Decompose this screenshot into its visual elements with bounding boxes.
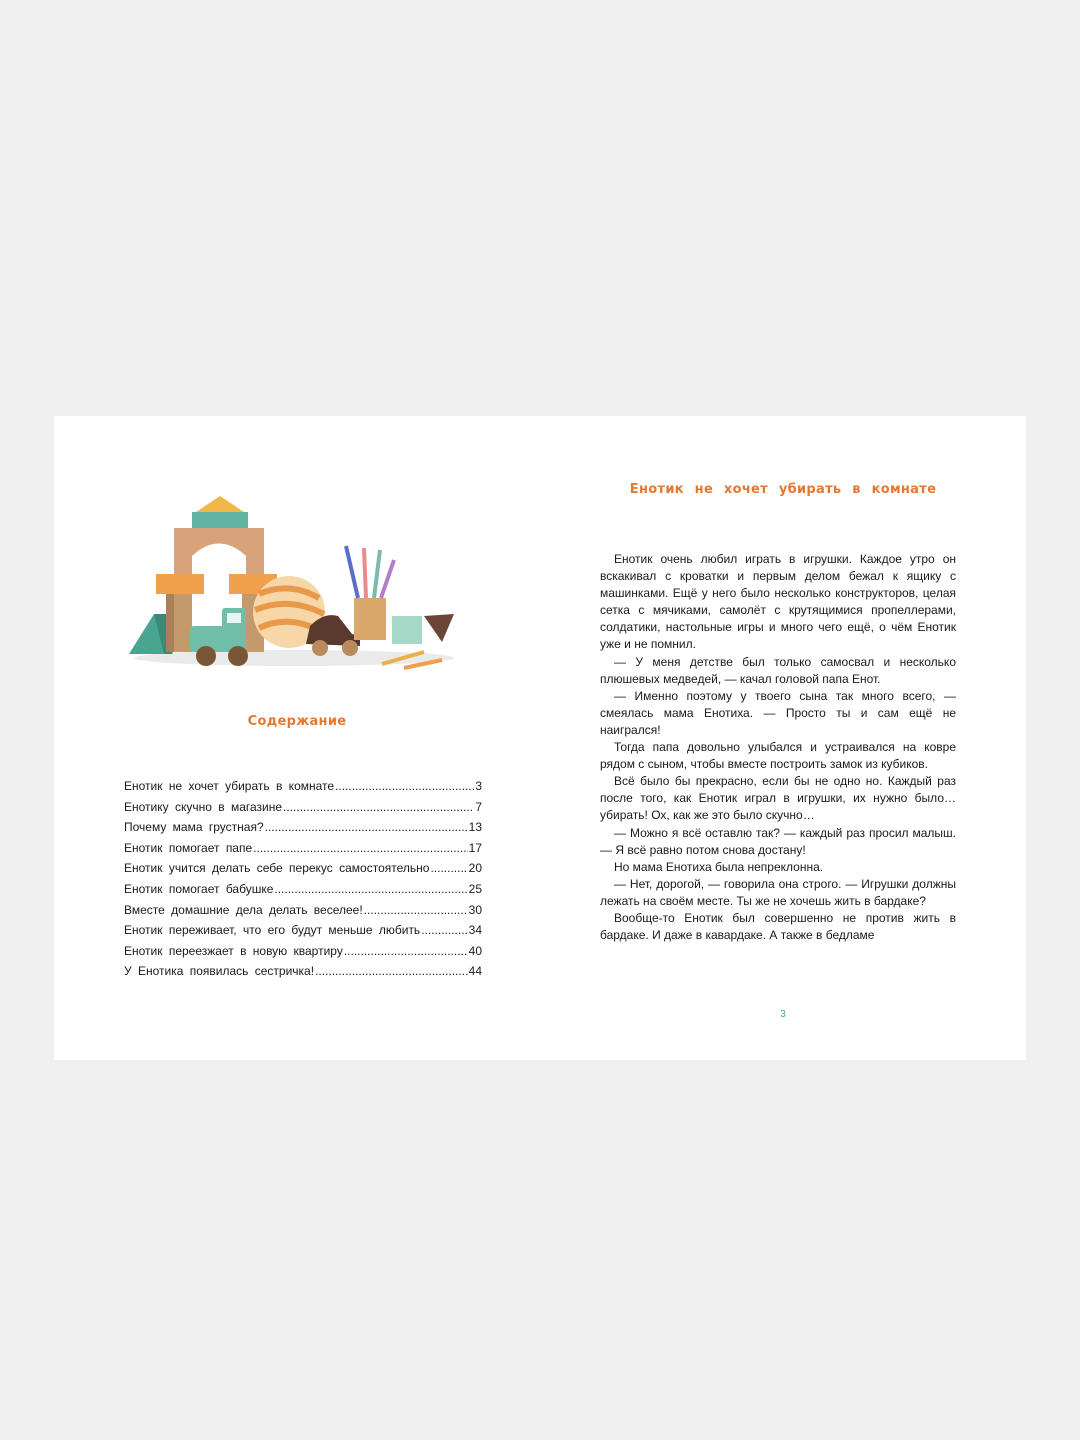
toc-entry	[124, 879, 482, 900]
toc-entry-page: 25	[468, 881, 482, 896]
toc-entry-page: 40	[468, 943, 482, 958]
toc-dot-leader	[335, 776, 474, 797]
story-paragraph: — Можно я всё оставлю так? — каждый раз просил малыш. — Я всё равно потом снова достану!	[600, 825, 956, 857]
toc-dot-leader	[344, 941, 468, 962]
book-spread	[54, 416, 1026, 1060]
toc-entry	[124, 941, 482, 962]
story-paragraph: Вообще-то Енотик был совершенно не против жить в бардаке. И даже в кавардаке. А также в бедламе	[600, 910, 956, 943]
right-page	[540, 416, 1026, 1060]
toc-entry	[124, 797, 482, 818]
toc-entry-page: 17	[468, 840, 482, 855]
toc-dot-leader	[253, 838, 467, 859]
toc-entry-title: Енотик помогает бабушке	[124, 881, 274, 896]
toc-entry-page: 13	[468, 820, 482, 835]
story-paragraph: Енотик очень любил играть в игрушки. Каждое утро он вскакивал с кроватки и первым делом бежал к ящику с машинками. Ещё у него было несколько конструкторов, целая сетка с мячиками, самолёт с крутящимися пропеллерами, солдатики, настольные игры и много чего ещё, о чём Енотик уже и не помнил.	[600, 552, 956, 652]
toc-entry-title: Енотик учится делать себе перекус самостоятельно	[124, 861, 430, 876]
toc-entry-title: Енотик не хочет убирать в комнате	[124, 779, 335, 793]
toc-entry	[124, 817, 482, 838]
toc-dot-leader	[315, 961, 468, 982]
toc-entry	[124, 900, 482, 921]
toc-entry	[124, 920, 482, 941]
story-paragraph: — Нет, дорогой, — говорила она строго. — Игрушки должны лежать на своём месте. Ты же не хочешь жить в бардаке?	[600, 876, 956, 908]
story-paragraph: — У меня детстве был только самосвал и несколько плюшевых медведей, — качал головой папа Енот.	[600, 654, 956, 686]
story-title: Енотик не хочет убирать в комнате	[629, 482, 937, 497]
toc-entry-title: Вместе домашние дела делать веселее!	[124, 902, 363, 917]
toc-entry	[124, 858, 482, 879]
story-paragraph: Но мама Енотиха была непреклонна.	[614, 859, 824, 874]
toc-entry-title: Почему мама грустная?	[124, 820, 264, 835]
toc-entry-title: Енотик помогает папе	[124, 840, 253, 855]
story-paragraph: Всё было бы прекрасно, если бы не одно но. Каждый раз после того, как Енотик играл в игрушки, их нужно было… убирать! Ох, как же это было скучно…	[600, 774, 956, 823]
left-page	[54, 416, 540, 1060]
toc-entry-page: 44	[468, 964, 482, 979]
toc-dot-leader	[274, 879, 467, 900]
story-text	[600, 551, 956, 944]
page-number: 3	[780, 1009, 786, 1020]
toc-dot-leader	[265, 817, 468, 838]
toc-entry-page: 30	[468, 902, 482, 917]
toc-entry-page: 34	[468, 923, 482, 938]
toc-entry-title: Енотику скучно в магазине	[124, 799, 283, 814]
story-paragraph: Тогда папа довольно улыбался и устраивался на ковре рядом с сыном, чтобы вместе построить замок из кубиков.	[600, 740, 956, 772]
toc-entry-page: 3	[475, 779, 482, 793]
toc-entry-page: 20	[468, 861, 482, 876]
toys-illustration	[124, 486, 454, 686]
story-paragraph: — Именно поэтому у твоего сына так много всего, — смеялась мама Енотиха. — Просто ты и сам ещё не наигрался!	[600, 688, 956, 737]
toc-entry	[124, 776, 482, 797]
toc-entry	[124, 961, 482, 982]
toc-entry	[124, 838, 482, 859]
toc-title: Содержание	[247, 714, 347, 729]
toc-entry-title: Енотик переезжает в новую квартиру	[124, 943, 343, 958]
toc-dot-leader	[421, 920, 467, 941]
toc-dot-leader	[430, 858, 467, 879]
table-of-contents	[124, 776, 482, 982]
toc-entry-title: У Енотика появилась сестричка!	[124, 964, 315, 979]
toc-dot-leader	[283, 797, 474, 818]
toc-entry-page: 7	[475, 799, 482, 814]
toc-dot-leader	[364, 900, 468, 921]
toc-entry-title: Енотик переживает, что его будут меньше любить	[124, 923, 421, 938]
